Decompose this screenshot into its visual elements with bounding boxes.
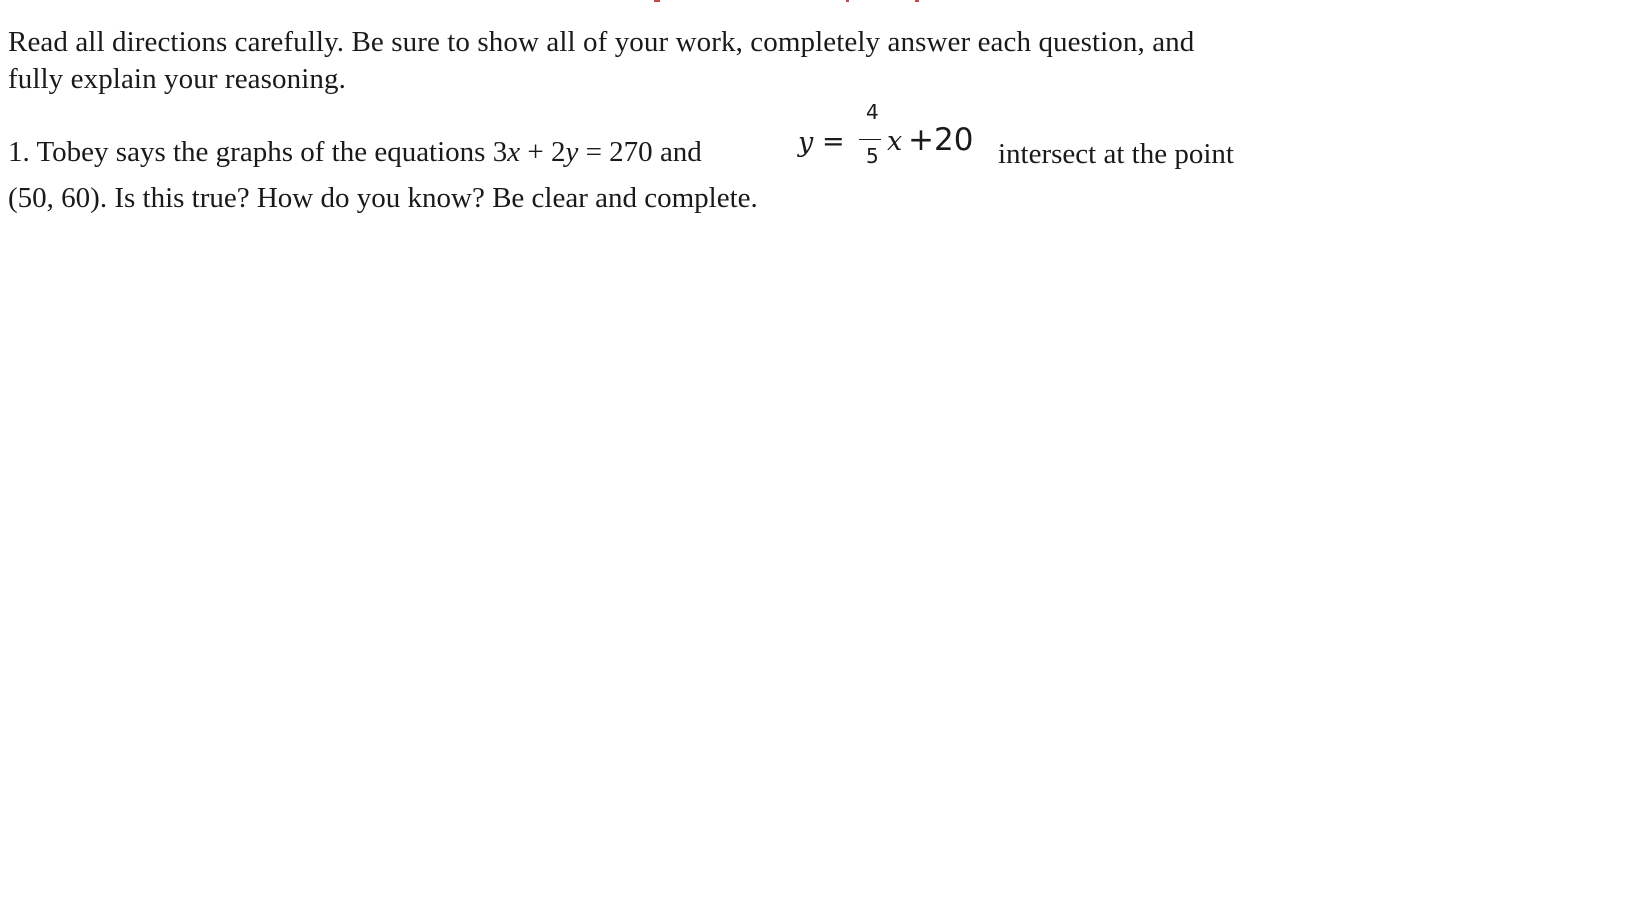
top-margin-mark	[654, 0, 660, 2]
top-margin-mark	[846, 0, 849, 2]
fraction-bar	[859, 139, 881, 140]
question-text-before: Tobey says the graphs of the equations	[36, 136, 486, 168]
directions-paragraph	[8, 24, 1368, 98]
question-number: 1.	[8, 136, 30, 168]
connector-word: and	[659, 136, 702, 168]
equation-2	[786, 102, 1006, 174]
question-text-after: intersect at the point	[998, 138, 1234, 170]
question-1-line-1	[8, 102, 1408, 174]
question-1-lead-text	[8, 136, 702, 169]
equation-2-rhs: +20	[908, 122, 974, 158]
question-1-line-2: (50, 60). Is this true? How do you know? Be clear and complete.	[8, 182, 758, 214]
directions-line-2: fully explain your reasoning.	[8, 63, 346, 95]
directions-line-1: Read all directions carefully. Be sure to show all of your work, completely answer each question, and	[8, 26, 1195, 58]
equation-2-equals: =	[822, 126, 845, 157]
fraction-numerator: 4	[866, 100, 879, 124]
equation-2-lhs: y	[798, 127, 814, 158]
top-margin-mark	[915, 0, 919, 2]
equation-2-variable: x	[887, 126, 903, 157]
fraction-denominator: 5	[866, 144, 879, 168]
question-1	[8, 100, 1408, 214]
equation-1: 3x + 2y = 270	[492, 136, 653, 168]
